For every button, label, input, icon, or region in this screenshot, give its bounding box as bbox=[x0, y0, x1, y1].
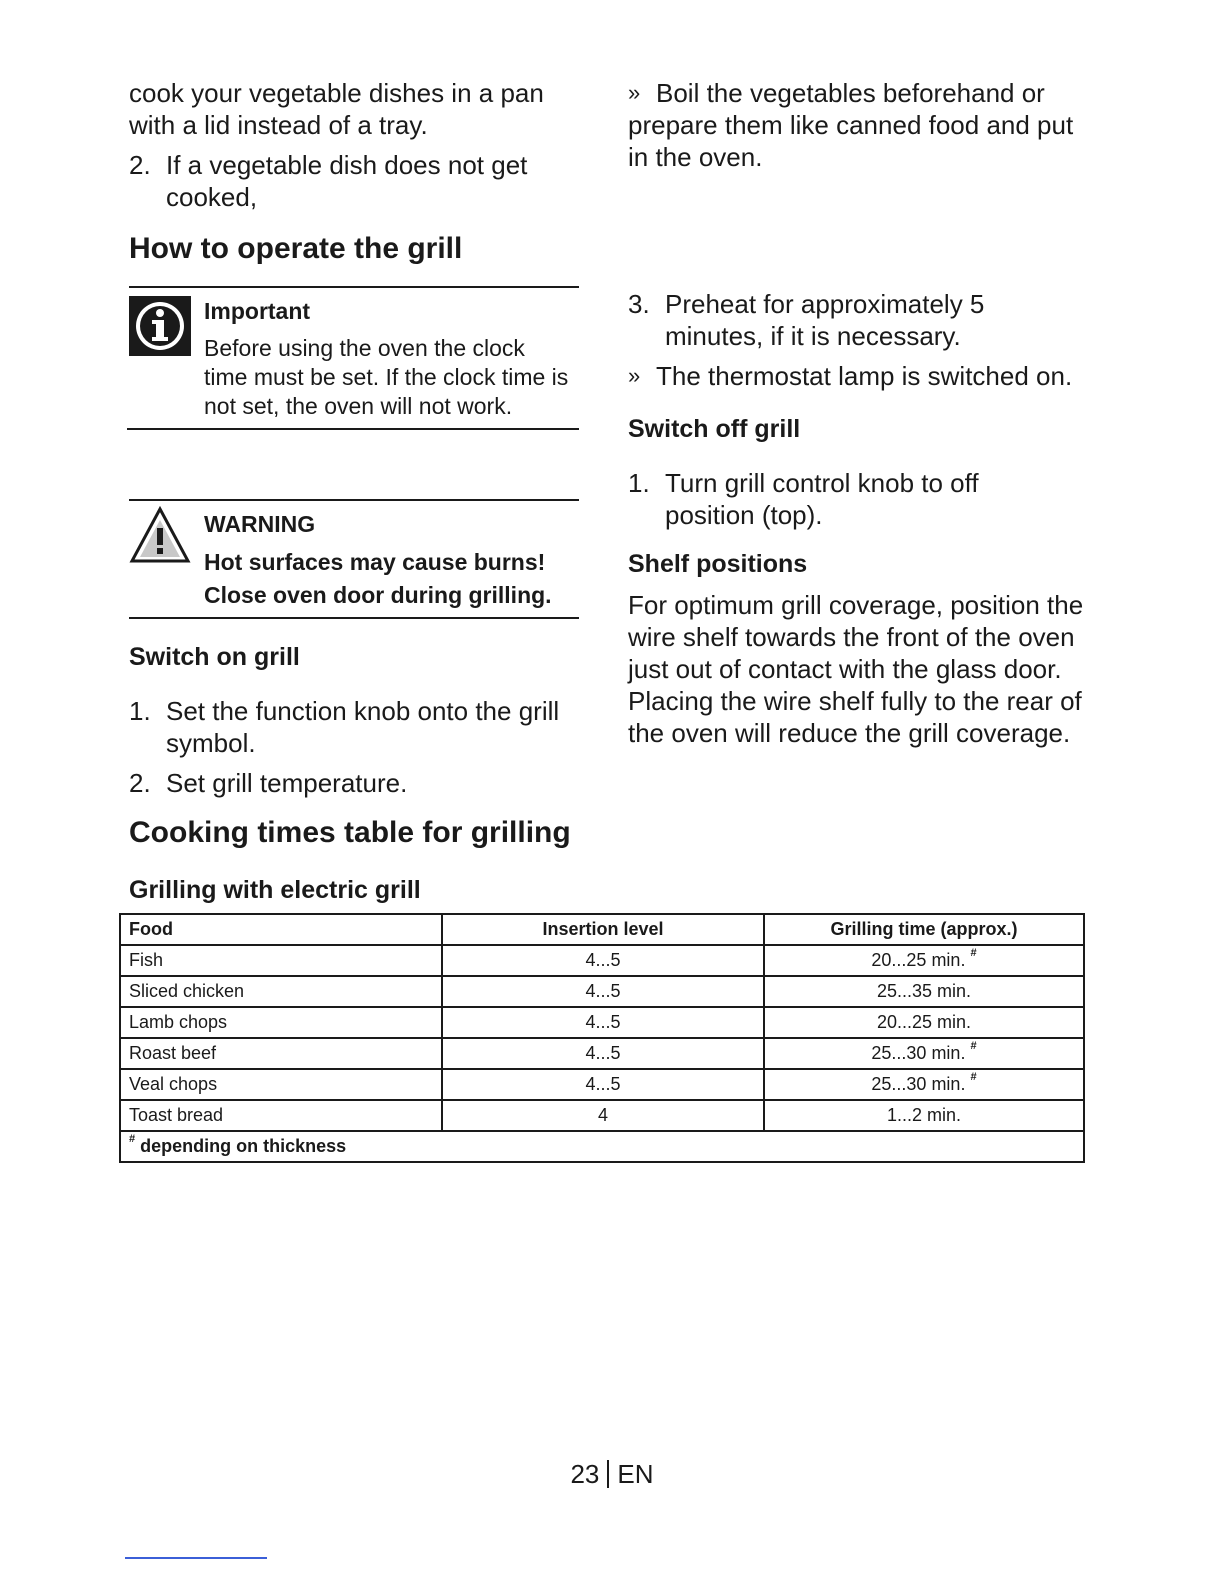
table-row bbox=[120, 976, 1084, 1007]
important-top-rule bbox=[129, 286, 579, 288]
table-row bbox=[120, 1038, 1084, 1069]
cell-time bbox=[764, 1069, 1084, 1100]
important-text: Before using the oven the clock time must be set. If the clock time is not set, the oven will not work. bbox=[204, 335, 569, 419]
cell-level: 4...5 bbox=[442, 1007, 764, 1038]
list-text: Set the function knob onto the grill symbol. bbox=[166, 696, 560, 758]
footnote-mark: # bbox=[970, 947, 977, 959]
list-number: 2. bbox=[129, 150, 151, 180]
cell-food: Roast beef bbox=[120, 1038, 442, 1069]
header-time: Grilling time (approx.) bbox=[764, 914, 1084, 945]
time-value: 1...2 min. bbox=[886, 1105, 962, 1125]
switch-off-heading: Switch off grill bbox=[628, 415, 801, 443]
list-text: Set grill temperature. bbox=[166, 768, 408, 798]
warning-line-1: Hot surfaces may cause burns! bbox=[204, 549, 546, 575]
table-header-row bbox=[120, 914, 1084, 945]
cell-food: Lamb chops bbox=[120, 1007, 442, 1038]
header-level: Insertion level bbox=[442, 914, 764, 945]
list-number: 3. bbox=[628, 289, 650, 319]
cell-level: 4...5 bbox=[442, 945, 764, 976]
time-value: 25...35 min. bbox=[876, 981, 972, 1001]
list-number: 1. bbox=[628, 468, 650, 498]
list-number: 1. bbox=[129, 696, 151, 726]
warning-top-rule bbox=[129, 499, 579, 501]
page-number: 23 bbox=[570, 1459, 600, 1489]
important-title: Important bbox=[204, 298, 311, 324]
info-icon bbox=[129, 296, 191, 356]
cell-time bbox=[764, 1038, 1084, 1069]
cell-level: 4...5 bbox=[442, 1038, 764, 1069]
footnote-mark: # bbox=[970, 1040, 977, 1052]
table-footnote-row bbox=[120, 1131, 1084, 1162]
switch-on-heading: Switch on grill bbox=[129, 643, 300, 671]
table-row bbox=[120, 1100, 1084, 1131]
list-number: 2. bbox=[129, 768, 151, 798]
table-row bbox=[120, 1069, 1084, 1100]
cell-time bbox=[764, 945, 1084, 976]
bullet-glyph: » bbox=[628, 80, 641, 105]
cell-level: 4...5 bbox=[442, 976, 764, 1007]
footer-separator bbox=[607, 1460, 609, 1488]
cell-food: Fish bbox=[120, 945, 442, 976]
table-row bbox=[120, 945, 1084, 976]
list-text: Preheat for approximately 5 minutes, if it is necessary. bbox=[665, 289, 985, 351]
cell-food: Veal chops bbox=[120, 1069, 442, 1100]
continuation-text: cook your vegetable dishes in a pan with a lid instead of a tray. bbox=[129, 78, 544, 140]
warning-line-2: Close oven door during grilling. bbox=[204, 582, 552, 608]
bullet-glyph: » bbox=[628, 363, 641, 388]
time-value: 20...25 min. bbox=[871, 950, 966, 970]
electric-grill-heading: Grilling with electric grill bbox=[129, 876, 421, 904]
cooking-times-heading: Cooking times table for grilling bbox=[129, 816, 571, 849]
time-value: 20...25 min. bbox=[876, 1012, 972, 1032]
cell-level: 4 bbox=[442, 1100, 764, 1131]
shelf-heading: Shelf positions bbox=[628, 550, 808, 578]
warning-triangle-icon bbox=[129, 506, 191, 564]
header-food: Food bbox=[120, 914, 442, 945]
time-value: 25...30 min. bbox=[871, 1074, 966, 1094]
cell-food: Sliced chicken bbox=[120, 976, 442, 1007]
warning-bottom-rule bbox=[129, 617, 579, 619]
table-footnote bbox=[120, 1131, 1084, 1162]
footnote-mark: # bbox=[970, 1071, 977, 1083]
bullet-text: Boil the vegetables beforehand or prepare them like canned food and put in the oven. bbox=[628, 78, 1074, 172]
footer-link-underline bbox=[125, 1557, 267, 1559]
cell-time bbox=[764, 1100, 1084, 1131]
page-language: EN bbox=[617, 1459, 654, 1489]
page-footer bbox=[0, 1458, 1224, 1490]
cell-food: Toast bread bbox=[120, 1100, 442, 1131]
shelf-text: For optimum grill coverage, position the wire shelf towards the front of the oven just out of contact with the glass door. Placing the wire shelf fully to the rear of the oven will reduce the grill coverage. bbox=[628, 590, 1084, 748]
list-text: If a vegetable dish does not get cooked, bbox=[166, 150, 528, 212]
grilling-table bbox=[119, 913, 1085, 1163]
cell-time bbox=[764, 976, 1084, 1007]
table-row bbox=[120, 1007, 1084, 1038]
cell-time bbox=[764, 1007, 1084, 1038]
important-bottom-rule bbox=[127, 428, 579, 430]
time-value: 25...30 min. bbox=[871, 1043, 966, 1063]
bullet-text: The thermostat lamp is switched on. bbox=[656, 361, 1073, 391]
footnote-mark: # bbox=[129, 1133, 136, 1145]
warning-title: WARNING bbox=[204, 511, 316, 537]
cell-level: 4...5 bbox=[442, 1069, 764, 1100]
list-text: Turn grill control knob to off position (top). bbox=[665, 468, 979, 530]
footnote-text: depending on thickness bbox=[140, 1136, 347, 1156]
grill-heading: How to operate the grill bbox=[129, 232, 463, 265]
